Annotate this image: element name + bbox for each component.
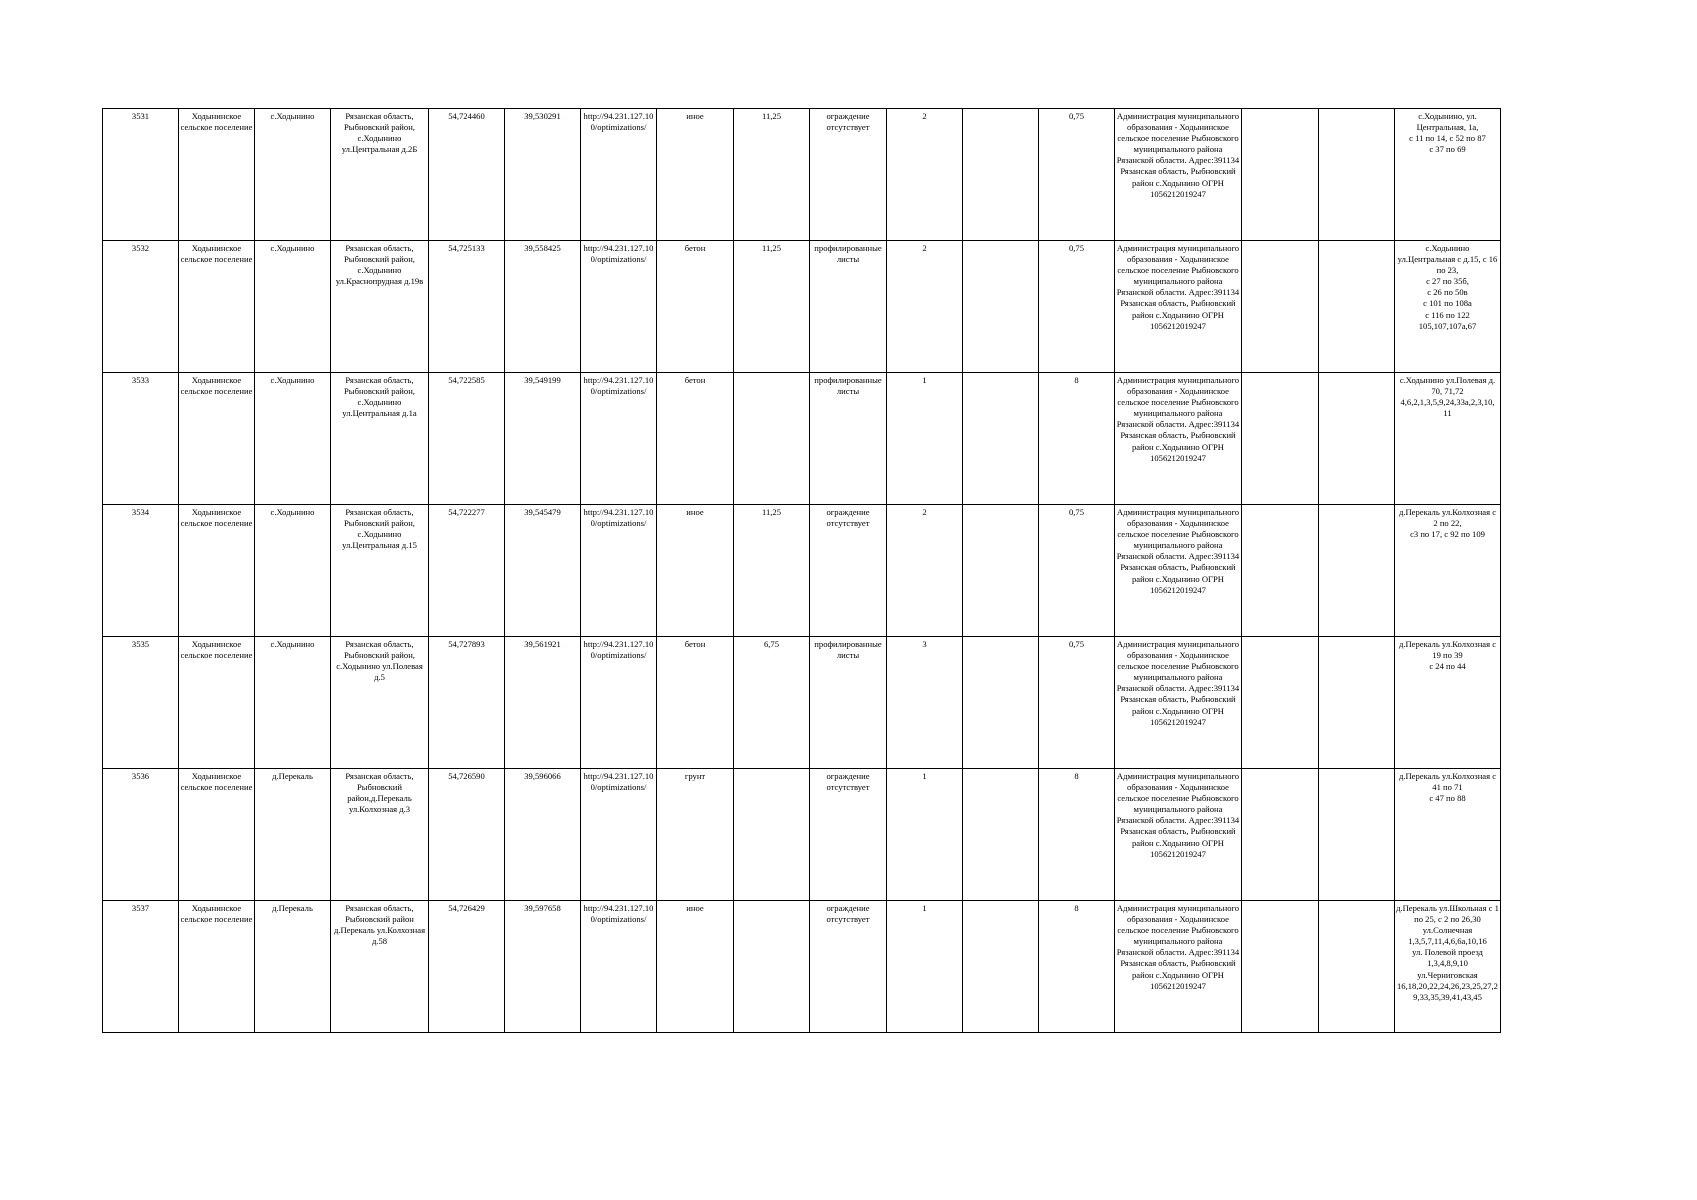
cell-containers: 2	[887, 109, 963, 241]
cell-col16	[1319, 769, 1395, 901]
cell-lon: 39,597658	[505, 901, 581, 1033]
cell-num: 3531	[103, 109, 179, 241]
cell-fence: профилированные листы	[810, 373, 887, 505]
cell-col15	[1242, 901, 1319, 1033]
cell-num: 3533	[103, 373, 179, 505]
cell-url: http://94.231.127.100/optimizations/	[581, 901, 657, 1033]
cell-containers: 1	[887, 901, 963, 1033]
cell-url: http://94.231.127.100/optimizations/	[581, 241, 657, 373]
cell-col12	[963, 109, 1039, 241]
cell-url: http://94.231.127.100/optimizations/	[581, 505, 657, 637]
cell-lon: 39,545479	[505, 505, 581, 637]
cell-sources: д.Перекаль ул.Колхозная с 41 по 71 с 47 по 88	[1395, 769, 1501, 901]
cell-owner: Администрация муниципального образования - Ходынинское сельское поселение Рыбновского муниципального района Рязанской области. Адрес:391134 Рязанская область, Рыбновский район с.Ходынино ОГРН 1056212019247	[1115, 241, 1242, 373]
cell-lat: 54,725133	[429, 241, 505, 373]
cell-area: 11,25	[734, 241, 810, 373]
cell-url: http://94.231.127.100/optimizations/	[581, 637, 657, 769]
cell-lon: 39,561921	[505, 637, 581, 769]
cell-surface: иное	[657, 505, 734, 637]
cell-col15	[1242, 109, 1319, 241]
cell-lat: 54,726590	[429, 769, 505, 901]
cell-volume: 0,75	[1039, 241, 1115, 373]
cell-url: http://94.231.127.100/optimizations/	[581, 373, 657, 505]
table-row	[103, 901, 1501, 1033]
cell-lon: 39,596066	[505, 769, 581, 901]
cell-col16	[1319, 637, 1395, 769]
cell-surface: бетон	[657, 241, 734, 373]
cell-col12	[963, 637, 1039, 769]
cell-num: 3537	[103, 901, 179, 1033]
cell-lon: 39,530291	[505, 109, 581, 241]
cell-locality: д.Перекаль	[255, 901, 331, 1033]
cell-locality: с.Ходынино	[255, 637, 331, 769]
cell-settlement: Ходынинское сельское поселение	[179, 637, 255, 769]
cell-settlement: Ходынинское сельское поселение	[179, 901, 255, 1033]
cell-volume: 8	[1039, 373, 1115, 505]
cell-sources: с.Ходынино ул.Центральная с д.15, с 16 по 23, с 27 по 35б, с 26 по 50в с 101 по 108а с 116 по 122 105,107,107а,67	[1395, 241, 1501, 373]
table-row	[103, 505, 1501, 637]
cell-settlement: Ходынинское сельское поселение	[179, 109, 255, 241]
cell-lat: 54,727893	[429, 637, 505, 769]
cell-lat: 54,724460	[429, 109, 505, 241]
cell-surface: иное	[657, 901, 734, 1033]
cell-fence: профилированные листы	[810, 241, 887, 373]
cell-col16	[1319, 241, 1395, 373]
cell-area	[734, 373, 810, 505]
cell-address: Рязанская область, Рыбновский район, с.Ходынино ул.Полевая д.5	[331, 637, 429, 769]
cell-fence: профилированные листы	[810, 637, 887, 769]
cell-sources: д.Перекаль ул.Колхозная с 19 по 39 с 24 по 44	[1395, 637, 1501, 769]
cell-surface: бетон	[657, 373, 734, 505]
cell-col12	[963, 241, 1039, 373]
cell-fence: ограждение отсутствует	[810, 901, 887, 1033]
cell-volume: 8	[1039, 769, 1115, 901]
cell-surface: бетон	[657, 637, 734, 769]
cell-sources: с.Ходынино ул.Полевая д. 70, 71,72 4,6,2,1,3,5,9,24,33а,2,3,10, 11	[1395, 373, 1501, 505]
table-row	[103, 241, 1501, 373]
cell-col16	[1319, 109, 1395, 241]
cell-fence: ограждение отсутствует	[810, 769, 887, 901]
cell-containers: 2	[887, 505, 963, 637]
table-body	[103, 109, 1501, 1033]
cell-owner: Администрация муниципального образования - Ходынинское сельское поселение Рыбновского муниципального района Рязанской области. Адрес:391134 Рязанская область, Рыбновский район с.Ходынино ОГРН 1056212019247	[1115, 109, 1242, 241]
cell-num: 3535	[103, 637, 179, 769]
cell-lat: 54,726429	[429, 901, 505, 1033]
cell-col12	[963, 505, 1039, 637]
cell-surface: иное	[657, 109, 734, 241]
table-row	[103, 637, 1501, 769]
cell-locality: с.Ходынино	[255, 505, 331, 637]
cell-col16	[1319, 505, 1395, 637]
cell-address: Рязанская область, Рыбновский район д.Перекаль ул.Колхозная д.58	[331, 901, 429, 1033]
cell-num: 3532	[103, 241, 179, 373]
cell-locality: с.Ходынино	[255, 373, 331, 505]
cell-address: Рязанская область, Рыбновский район,д.Перекаль ул.Колхозная д.3	[331, 769, 429, 901]
cell-sources: с.Ходынино, ул. Центральная, 1а, с 11 по 14, с 52 по 87 с 37 по 69	[1395, 109, 1501, 241]
cell-containers: 2	[887, 241, 963, 373]
cell-sources: д.Перекаль ул.Школьная с 1 по 25, с 2 по 26,30 ул.Солнечная 1,3,5,7,11,4,6,6а,10,16 ул. Полевой проезд 1,3,4,8,9,10 ул.Черниговская 16,18,20,22,24,26,23,25,27,29,33,35,39,41,43,45	[1395, 901, 1501, 1033]
cell-num: 3536	[103, 769, 179, 901]
cell-lat: 54,722585	[429, 373, 505, 505]
cell-containers: 3	[887, 637, 963, 769]
cell-owner: Администрация муниципального образования - Ходынинское сельское поселение Рыбновского муниципального района Рязанской области. Адрес:391134 Рязанская область, Рыбновский район с.Ходынино ОГРН 1056212019247	[1115, 373, 1242, 505]
cell-url: http://94.231.127.100/optimizations/	[581, 109, 657, 241]
cell-area: 6,75	[734, 637, 810, 769]
cell-volume: 8	[1039, 901, 1115, 1033]
cell-volume: 0,75	[1039, 505, 1115, 637]
cell-lat: 54,722277	[429, 505, 505, 637]
cell-address: Рязанская область, Рыбновский район, с.Ходынино ул.Центральная д.15	[331, 505, 429, 637]
cell-settlement: Ходынинское сельское поселение	[179, 241, 255, 373]
cell-col12	[963, 769, 1039, 901]
cell-volume: 0,75	[1039, 109, 1115, 241]
cell-address: Рязанская область, Рыбновский район, с.Ходынино ул.Центральная д.2Б	[331, 109, 429, 241]
cell-fence: ограждение отсутствует	[810, 505, 887, 637]
cell-sources: д.Перекаль ул.Колхозная с 2 по 22, с3 по 17, с 92 по 109	[1395, 505, 1501, 637]
cell-locality: д.Перекаль	[255, 769, 331, 901]
cell-settlement: Ходынинское сельское поселение	[179, 505, 255, 637]
cell-col16	[1319, 373, 1395, 505]
cell-num: 3534	[103, 505, 179, 637]
cell-area: 11,25	[734, 505, 810, 637]
table-row	[103, 769, 1501, 901]
table-row	[103, 109, 1501, 241]
cell-address: Рязанская область, Рыбновский район, с.Ходынино ул.Центральная д.1а	[331, 373, 429, 505]
cell-settlement: Ходынинское сельское поселение	[179, 373, 255, 505]
table-row	[103, 373, 1501, 505]
cell-col15	[1242, 637, 1319, 769]
cell-locality: с.Ходынино	[255, 109, 331, 241]
cell-lon: 39,549199	[505, 373, 581, 505]
cell-col15	[1242, 241, 1319, 373]
cell-owner: Администрация муниципального образования - Ходынинское сельское поселение Рыбновского муниципального района Рязанской области. Адрес:391134 Рязанская область, Рыбновский район с.Ходынино ОГРН 1056212019247	[1115, 769, 1242, 901]
cell-address: Рязанская область, Рыбновский район, с.Ходынино ул.Краснопрудная д.19в	[331, 241, 429, 373]
cell-col15	[1242, 769, 1319, 901]
cell-owner: Администрация муниципального образования - Ходынинское сельское поселение Рыбновского муниципального района Рязанской области. Адрес:391134 Рязанская область, Рыбновский район с.Ходынино ОГРН 1056212019247	[1115, 901, 1242, 1033]
cell-area: 11,25	[734, 109, 810, 241]
waste-sites-table	[102, 108, 1501, 1033]
cell-lon: 39,558425	[505, 241, 581, 373]
cell-fence: ограждение отсутствует	[810, 109, 887, 241]
cell-locality: с.Ходынино	[255, 241, 331, 373]
cell-col16	[1319, 901, 1395, 1033]
cell-containers: 1	[887, 373, 963, 505]
document-page	[102, 108, 1501, 1033]
cell-volume: 0,75	[1039, 637, 1115, 769]
cell-col15	[1242, 505, 1319, 637]
cell-containers: 1	[887, 769, 963, 901]
cell-owner: Администрация муниципального образования - Ходынинское сельское поселение Рыбновского муниципального района Рязанской области. Адрес:391134 Рязанская область, Рыбновский район с.Ходынино ОГРН 1056212019247	[1115, 505, 1242, 637]
cell-col12	[963, 901, 1039, 1033]
cell-area	[734, 769, 810, 901]
cell-col15	[1242, 373, 1319, 505]
cell-surface: грунт	[657, 769, 734, 901]
cell-col12	[963, 373, 1039, 505]
cell-owner: Администрация муниципального образования - Ходынинское сельское поселение Рыбновского муниципального района Рязанской области. Адрес:391134 Рязанская область, Рыбновский район с.Ходынино ОГРН 1056212019247	[1115, 637, 1242, 769]
cell-url: http://94.231.127.100/optimizations/	[581, 769, 657, 901]
cell-area	[734, 901, 810, 1033]
cell-settlement: Ходынинское сельское поселение	[179, 769, 255, 901]
